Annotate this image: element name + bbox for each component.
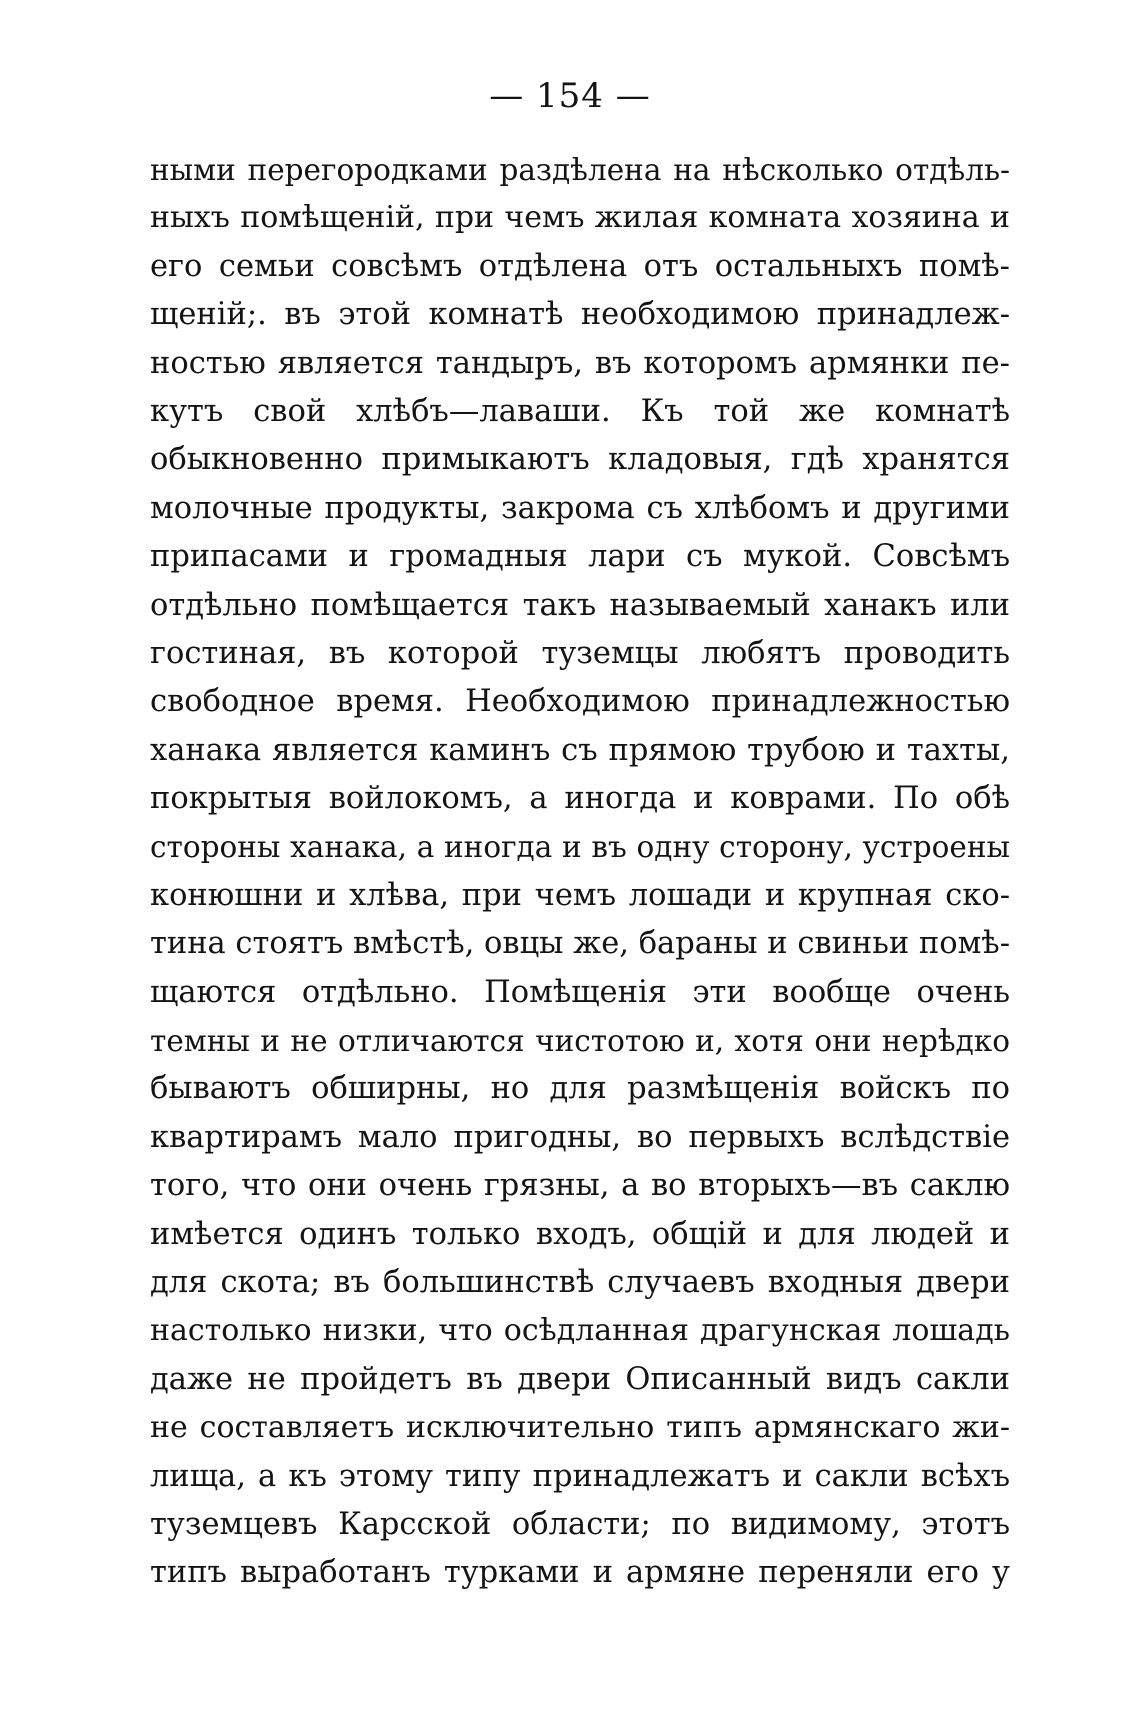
text-line: кутъ свой хлѣбъ—лаваши. Къ той же комнатѣ	[150, 393, 1010, 429]
text-line: конюшни и хлѣва, при чемъ лошади и крупная ско-	[150, 877, 1010, 913]
text-line: свободное время. Необходимою принадлежностью	[150, 684, 1010, 720]
body-text	[150, 146, 1010, 1598]
text-line: ностью является тандыръ, въ которомъ армянки пе-	[150, 345, 1010, 381]
text-line: настолько низки, что осѣдланная драгунская лошадь	[150, 1313, 1010, 1349]
text-line: типъ выработанъ турками и армяне переняли его у	[150, 1555, 1010, 1591]
text-line: туземцевъ Карсской области; по видимому, этотъ	[150, 1506, 1010, 1542]
text-line: темны и не отличаются чистотою и, хотя они нерѣдко	[150, 1024, 1010, 1059]
text-line: молочные продукты, закрома съ хлѣбомъ и другими	[150, 490, 1010, 526]
text-line: даже не пройдетъ въ двери Описанный видъ сакли	[150, 1361, 1010, 1397]
text-line: ными перегородками раздѣлена на нѣсколько отдѣль-	[150, 153, 1010, 187]
text-line: припасами и громадныя лари съ мукой. Совсѣмъ	[150, 539, 1010, 575]
text-line: квартирамъ мало пригодны, во первыхъ вслѣдствіе	[150, 1119, 1010, 1155]
text-line: покрытыя войлокомъ, а иногда и коврами. По обѣ	[150, 781, 1010, 817]
text-line: ханака является каминъ съ прямою трубою и тахты,	[150, 732, 1010, 768]
text-line: щеній;. въ этой комнатѣ необходимою принадлеж-	[150, 297, 1010, 333]
text-line: лища, а къ этому типу принадлежатъ и сакли всѣхъ	[150, 1458, 1010, 1494]
text-line: для скота; въ большинствѣ случаевъ входныя двери	[150, 1264, 1010, 1300]
text-line: имѣется одинъ только входъ, общій и для людей и	[150, 1216, 1010, 1252]
text-line: ныхъ помѣщеній, при чемъ жилая комната хозяина и	[150, 200, 1010, 236]
text-line: отдѣльно помѣщается такъ называемый ханакъ или	[150, 587, 1010, 623]
text-line: щаются отдѣльно. Помѣщенія эти вообще очень	[150, 974, 1010, 1010]
text-line: обыкновенно примыкаютъ кладовыя, гдѣ хранятся	[150, 442, 1010, 478]
page-number: — 154 —	[489, 76, 651, 116]
text-line: того, что они очень грязны, а во вторыхъ—въ саклю	[150, 1168, 1010, 1204]
text-line: не составляетъ исключительно типъ армянскаго жи-	[150, 1410, 1010, 1446]
text-line: стороны ханака, а иногда и въ одну сторону, устроены	[150, 830, 1010, 865]
text-line: бываютъ обширны, но для размѣщенія войскъ по	[150, 1071, 1010, 1107]
text-line: тина стоятъ вмѣстѣ, овцы же, бараны и свиньи помѣ-	[150, 926, 1010, 962]
text-line: его семьи совсѣмъ отдѣлена отъ остальныхъ помѣ-	[150, 248, 1010, 284]
text-line: гостиная, въ которой туземцы любятъ проводить	[150, 635, 1010, 671]
